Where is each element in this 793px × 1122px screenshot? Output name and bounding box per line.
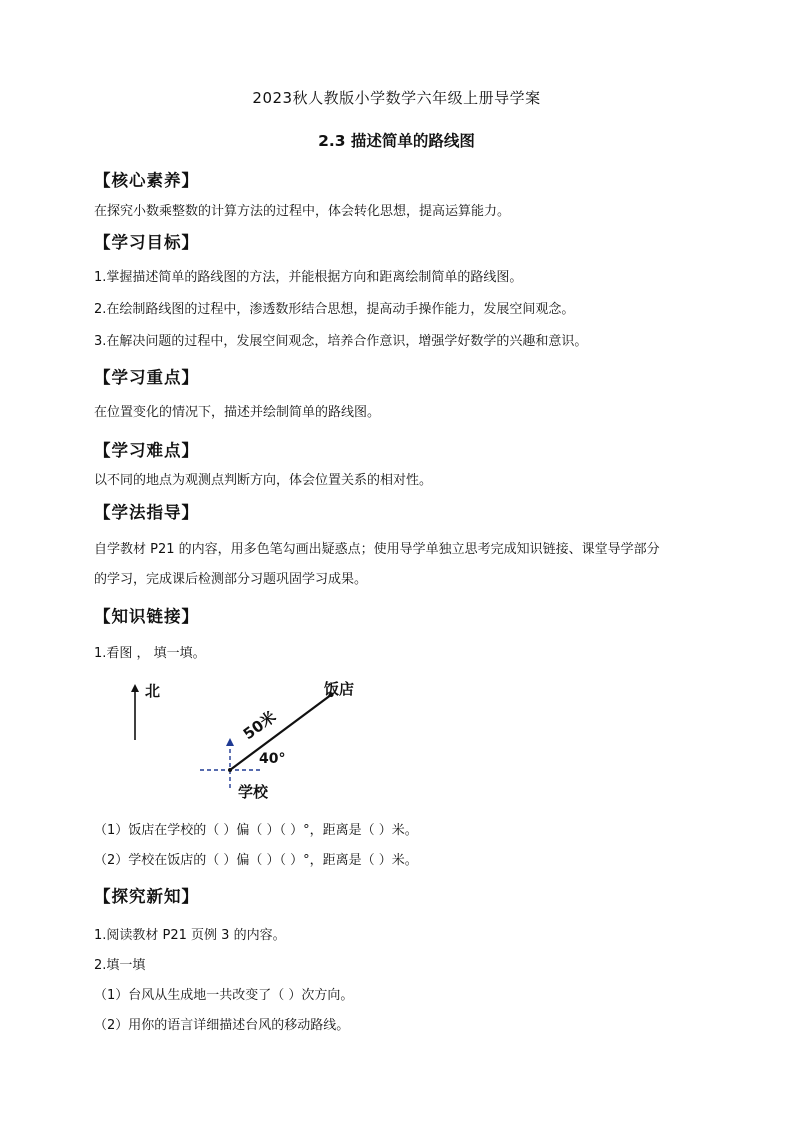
- core-literacy-text: 在探究小数乘整数的计算方法的过程中，体会转化思想，提高运算能力。: [94, 204, 511, 219]
- heading-knowledge-links: 【知识链接】: [94, 607, 199, 626]
- school-point: [228, 768, 232, 772]
- explore-item-2: 2.填一填: [94, 958, 146, 973]
- heading-key-points: 【学习重点】: [94, 368, 199, 387]
- heading-study-guidance: 【学法指导】: [94, 503, 199, 522]
- explore-item-4: （2）用你的语言详细描述台风的移动路线。: [94, 1018, 350, 1033]
- heading-learning-goals: 【学习目标】: [94, 233, 199, 252]
- difficulties-text: 以不同的地点为观测点判断方向，体会位置关系的相对性。: [94, 473, 433, 488]
- heading-core-literacy: 【核心素养】: [94, 171, 199, 190]
- route-diagram-svg: [120, 672, 380, 812]
- links-question-2: （2）学校在饭店的（ ）偏（ ）（ ）°，距离是（ ）米。: [94, 853, 418, 868]
- document-title: 2023秋人教版小学数学六年级上册导学案: [252, 89, 541, 107]
- guidance-line-2: 的学习，完成课后检测部分习题巩固学习成果。: [94, 572, 368, 587]
- goal-item-2: 2.在绘制路线图的过程中，渗透数形结合思想，提高动手操作能力，发展空间观念。: [94, 302, 575, 317]
- explore-item-3: （1）台风从生成地一共改变了（ ）次方向。: [94, 988, 354, 1003]
- north-label: 北: [145, 682, 161, 700]
- goal-item-3: 3.在解决问题的过程中，发展空间观念，培养合作意识，增强学好数学的兴趣和意识。: [94, 334, 588, 349]
- goal-item-1: 1.掌握描述简单的路线图的方法，并能根据方向和距离绘制简单的路线图。: [94, 270, 523, 285]
- restaurant-label: 饭店: [324, 680, 355, 698]
- school-label: 学校: [238, 783, 269, 801]
- heading-explore: 【探究新知】: [94, 887, 199, 906]
- lesson-title: 2.3 描述简单的路线图: [318, 132, 475, 150]
- links-question-1: （1）饭店在学校的（ ）偏（ ）（ ）°，距离是（ ）米。: [94, 823, 418, 838]
- key-points-text: 在位置变化的情况下，描述并绘制简单的路线图。: [94, 405, 381, 420]
- heading-difficulties: 【学习难点】: [94, 441, 199, 460]
- explore-item-1: 1.阅读教材 P21 页例 3 的内容。: [94, 928, 286, 943]
- route-diagram: [120, 672, 380, 812]
- angle-label: 40°: [259, 751, 286, 767]
- links-prompt: 1.看图 ， 填一填。: [94, 646, 206, 661]
- guidance-line-1: 自学教材 P21 的内容，用多色笔勾画出疑惑点；使用导学单独立思考完成知识链接、课堂导学部分: [94, 542, 660, 557]
- distance-label: 50米: [239, 707, 280, 744]
